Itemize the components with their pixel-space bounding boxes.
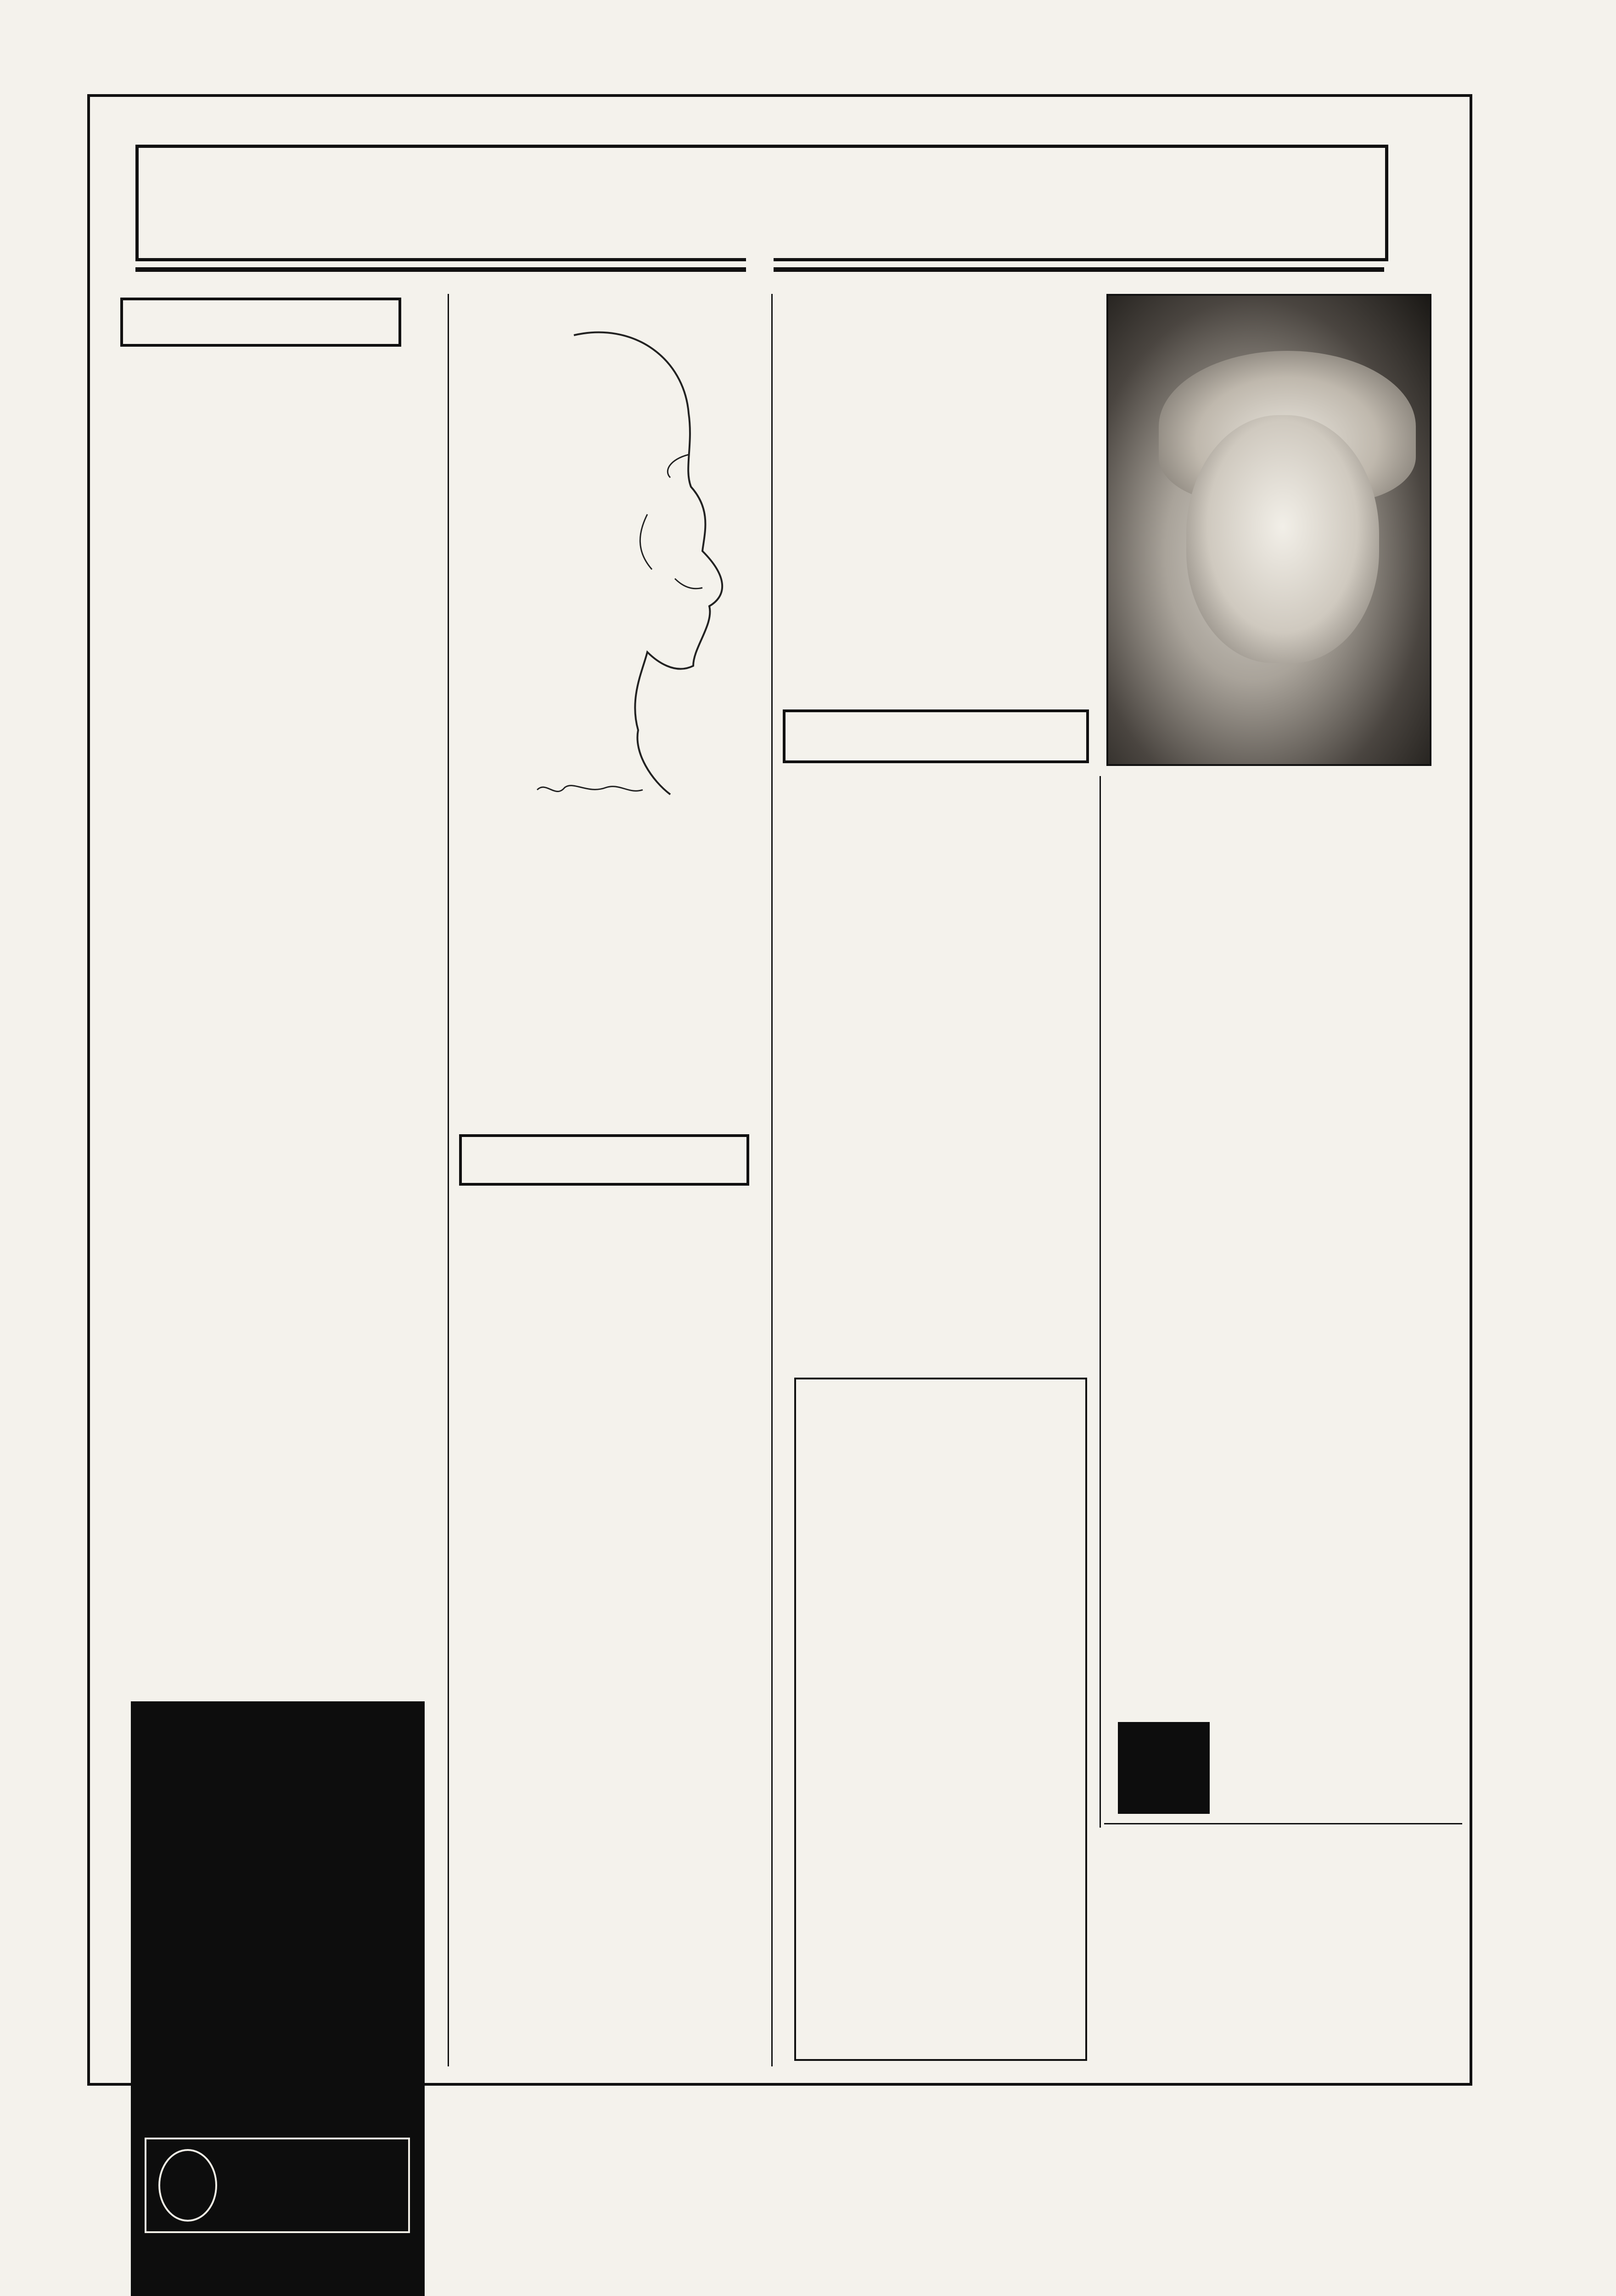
portrait-drawing bbox=[454, 294, 767, 836]
photo-face bbox=[1186, 415, 1379, 663]
poem-body bbox=[822, 1543, 1070, 1554]
ship-logo-icon bbox=[158, 2149, 217, 2222]
book-advertisement bbox=[131, 1701, 425, 2296]
number-box bbox=[1118, 1722, 1210, 1814]
byline bbox=[135, 252, 1384, 282]
section-box-cronicas bbox=[459, 1134, 749, 1186]
byline-text bbox=[746, 252, 774, 282]
article-evocacoes bbox=[115, 422, 443, 1727]
column-rule bbox=[1100, 776, 1101, 1828]
column-rule bbox=[771, 294, 773, 2066]
article-cronicas bbox=[454, 1258, 767, 2069]
article-estudos bbox=[778, 824, 1095, 1336]
article-cronicas-continued bbox=[778, 287, 1095, 703]
poem-box bbox=[794, 1378, 1087, 2061]
section-box-estudos bbox=[783, 709, 1089, 763]
section-box-evocacoes bbox=[120, 298, 401, 347]
article-evocacoes-continued bbox=[454, 900, 767, 1130]
masthead bbox=[0, 25, 1616, 94]
article-estudos-continued bbox=[1106, 799, 1428, 1750]
author-photo bbox=[1106, 294, 1431, 766]
section-header-box bbox=[135, 145, 1388, 261]
column-rule bbox=[448, 294, 449, 2066]
book-note bbox=[1217, 1722, 1428, 1915]
